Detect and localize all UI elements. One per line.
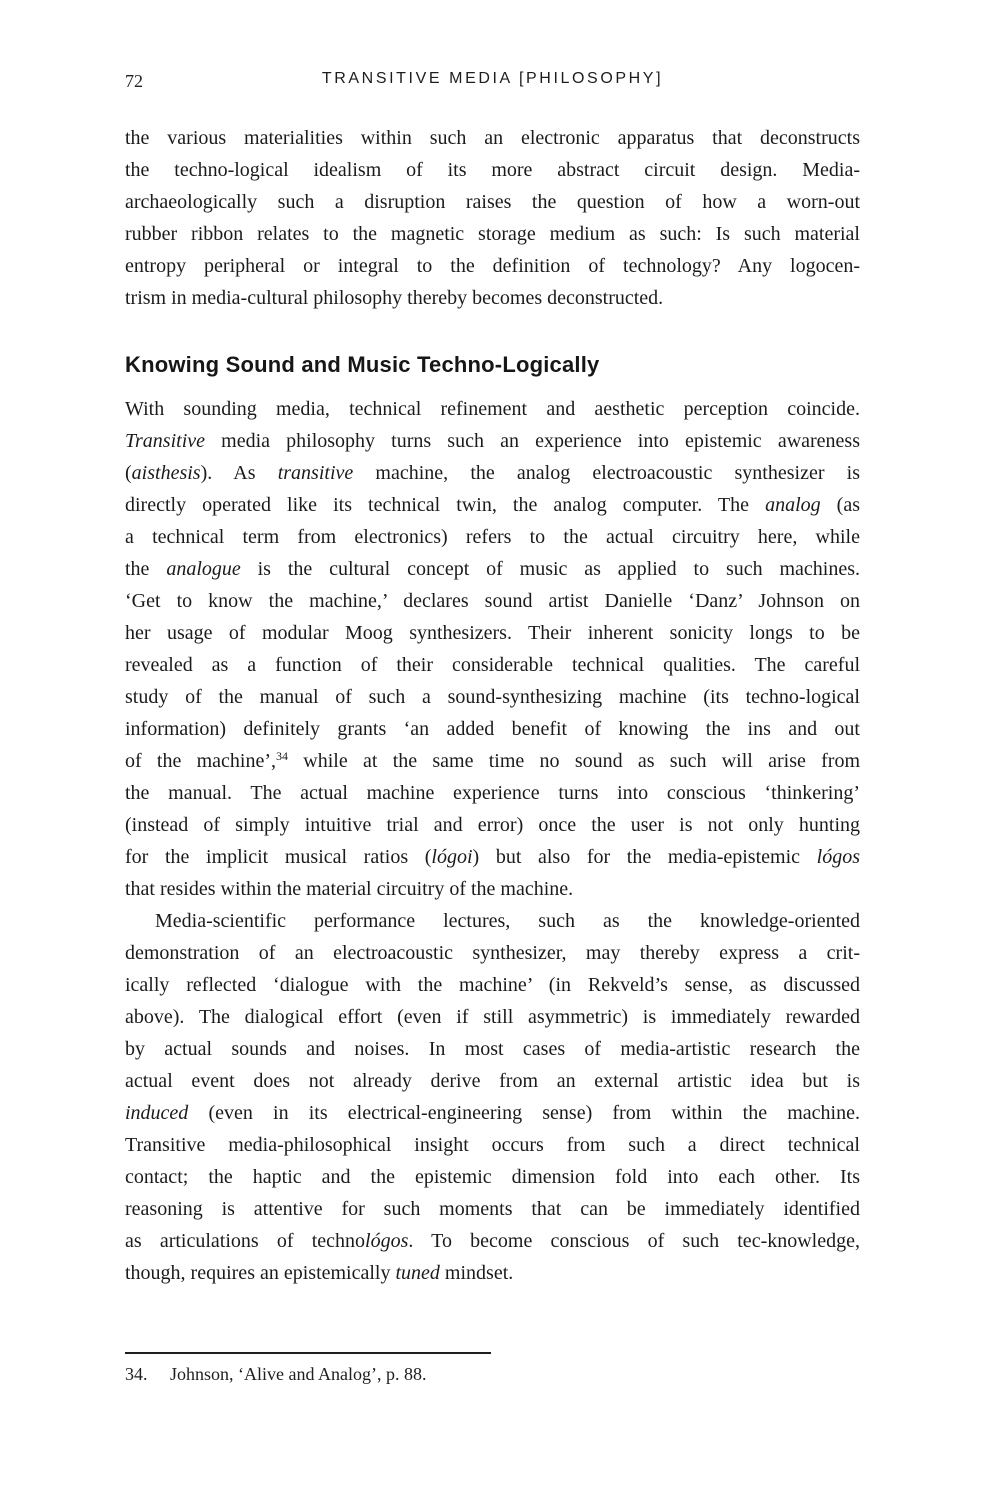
italic-text: lógos bbox=[365, 1230, 409, 1252]
text-line: (instead of simply intuitive trial and error) once the user is not only hunting bbox=[125, 814, 860, 836]
text-line: Media-scientific performance lectures, such as the knowledge-oriented bbox=[155, 910, 860, 932]
text-line: for the implicit musical ratios (lógoi) but also for the media-epistemic lógos bbox=[125, 846, 860, 868]
footnote-reference: 34 bbox=[276, 749, 289, 763]
italic-text: analogue bbox=[166, 558, 241, 580]
text-line: ‘Get to know the machine,’ declares sound artist Danielle ‘Danz’ Johnson on bbox=[125, 590, 860, 612]
italic-text: lógoi bbox=[431, 846, 473, 868]
text-line: information) definitely grants ‘an added benefit of knowing the ins and out bbox=[125, 718, 860, 740]
text-line: though, requires an epistemically tuned mindset. bbox=[125, 1262, 514, 1284]
running-title: TRANSITIVE MEDIA [PHILOSOPHY] bbox=[321, 70, 664, 87]
paragraph bbox=[125, 122, 860, 314]
text-line: trism in media-cultural philosophy thereby becomes deconstructed. bbox=[125, 287, 664, 309]
text-line: ically reflected ‘dialogue with the machine’ (in Rekveld’s sense, as discussed bbox=[125, 974, 860, 996]
page-header bbox=[125, 70, 860, 94]
text-line: study of the manual of such a sound-synthesizing machine (its techno-logical bbox=[125, 686, 860, 708]
italic-text: aisthesis bbox=[131, 462, 201, 484]
body-text bbox=[125, 122, 860, 1289]
italic-text: tuned bbox=[395, 1262, 440, 1284]
text-line: by actual sounds and noises. In most cases of media-artistic research the bbox=[125, 1038, 860, 1060]
text-line: Transitive media-philosophical insight occurs from such a direct technical bbox=[125, 1134, 860, 1156]
text-line: as articulations of technológos. To become conscious of such tec-knowledge, bbox=[125, 1230, 860, 1252]
italic-text: Transitive bbox=[125, 430, 206, 452]
italic-text: induced bbox=[125, 1102, 189, 1124]
text-line: actual event does not already derive from an external artistic idea but is bbox=[125, 1070, 860, 1092]
text-line: directly operated like its technical twin, the analog computer. The analog (as bbox=[125, 494, 861, 516]
footnote bbox=[125, 1364, 860, 1385]
text-line: entropy peripheral or integral to the definition of technology? Any logocen- bbox=[125, 255, 860, 277]
text-line: the analogue is the cultural concept of music as applied to such machines. bbox=[125, 558, 861, 580]
footnote-area bbox=[125, 1352, 860, 1385]
italic-text: transitive bbox=[277, 462, 354, 484]
text-line: With sounding media, technical refinement and aesthetic perception coincide. bbox=[125, 398, 860, 420]
text-line: her usage of modular Moog synthesizers. Their inherent sonicity longs to be bbox=[125, 622, 860, 644]
text-line: demonstration of an electroacoustic synthesizer, may thereby express a crit- bbox=[125, 942, 860, 964]
italic-text: analog bbox=[765, 494, 821, 516]
text-line: of the machine’,$^{34}$ while at the same time no sound as such will arise from bbox=[125, 749, 860, 772]
text-line: that resides within the material circuitry of the machine. bbox=[125, 878, 574, 900]
text-line: the manual. The actual machine experience turns into conscious ‘thinkering’ bbox=[125, 782, 860, 804]
section-heading: Knowing Sound and Music Techno-Logically bbox=[125, 352, 600, 377]
text-line: rubber ribbon relates to the magnetic storage medium as such: Is such material bbox=[125, 223, 860, 245]
text-line: above). The dialogical effort (even if still asymmetric) is immediately rewarded bbox=[125, 1006, 860, 1028]
text-line: contact; the haptic and the epistemic dimension fold into each other. Its bbox=[125, 1166, 860, 1188]
text-line: the techno-logical idealism of its more abstract circuit design. Media- bbox=[125, 159, 860, 181]
text-line: (aisthesis). As transitive machine, the analog electroacoustic synthesizer is bbox=[125, 462, 860, 484]
italic-text: lógos bbox=[816, 846, 860, 868]
paragraph bbox=[125, 905, 860, 1289]
text-line: revealed as a function of their considerable technical qualities. The careful bbox=[125, 654, 860, 676]
text-line: a technical term from electronics) refers to the actual circuitry here, while bbox=[125, 526, 860, 548]
text-line: induced (even in its electrical-engineering sense) from within the machine. bbox=[125, 1102, 860, 1124]
footnote-number: 34. bbox=[125, 1364, 148, 1384]
footnote-text: Johnson, ‘Alive and Analog’, p. 88. bbox=[170, 1364, 427, 1384]
text-line: Transitive media philosophy turns such an experience into epistemic awareness bbox=[125, 430, 860, 452]
footnote-rule bbox=[125, 1352, 491, 1354]
paragraph bbox=[125, 393, 860, 905]
text-line: the various materialities within such an electronic apparatus that deconstructs bbox=[125, 127, 860, 149]
text-line: archaeologically such a disruption raises the question of how a worn-out bbox=[125, 191, 860, 213]
page-number: 72 bbox=[125, 71, 143, 91]
text-line: reasoning is attentive for such moments that can be immediately identified bbox=[125, 1198, 860, 1220]
